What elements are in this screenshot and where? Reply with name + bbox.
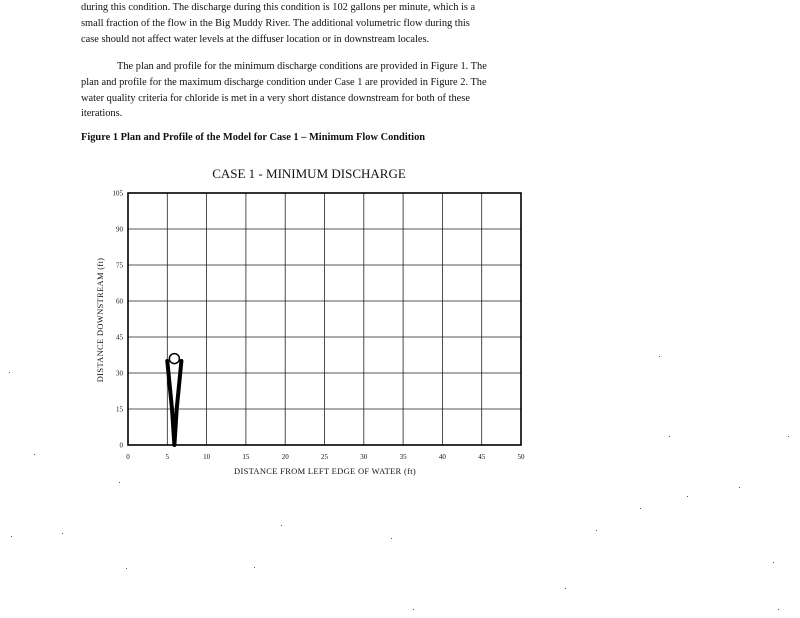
y-axis-label: DISTANCE DOWNSTREAM (ft) [95,257,105,383]
paragraph-line: plan and profile for the maximum discharge condition under Case 1 are provided in Figure 2. The [81,76,487,88]
paragraph-line: small fraction of the flow in the Big Muddy River. The additional volumetric flow during this [81,17,470,29]
scan-speck [391,538,392,539]
y-tick-label: 0 [119,441,123,450]
scan-speck [34,454,35,455]
y-tick-label: 45 [116,333,123,342]
x-tick-label: 25 [321,453,328,461]
paragraph-line: water quality criteria for chloride is met in a very short distance downstream for both of these [81,92,470,104]
scan-speck [9,372,10,373]
plume-end-marker [169,354,179,364]
paragraph-line: case should not affect water levels at the diffuser location or in downstream locales. [81,33,430,45]
y-tick-label: 90 [116,225,123,234]
scan-speck [687,496,688,497]
scan-speck [739,487,740,488]
figure-caption: Figure 1 Plan and Profile of the Model for Case 1 – Minimum Flow Condition [81,132,426,143]
chart-title: CASE 1 - MINIMUM DISCHARGE [212,166,406,181]
x-tick-label: 20 [281,453,289,461]
scan-speck [11,536,12,537]
scan-speck [640,508,641,509]
x-tick-label: 40 [438,453,446,461]
scan-speck [565,588,566,589]
paragraph-line: during this condition. The discharge during this condition is 102 gallons per minute, which is a [81,2,476,13]
paragraph-line: The plan and profile for the minimum discharge conditions are provided in Figure 1. The [117,61,487,72]
x-tick-label: 5 [165,453,170,461]
scan-speck [126,568,127,569]
y-tick-label: 75 [116,261,123,270]
scan-speck [669,436,670,437]
y-tick-label: 105 [112,189,123,198]
x-tick-label: 35 [399,453,407,461]
x-axis-label: DISTANCE FROM LEFT EDGE OF WATER (ft) [234,466,416,476]
scan-speck [778,609,779,610]
y-tick-label: 60 [116,297,123,306]
plume-series [167,354,181,445]
x-tick-label: 15 [242,453,250,461]
x-tick-label: 45 [478,453,486,461]
scan-speck [659,356,660,357]
scan-speck [119,482,120,483]
y-tick-label: 30 [116,369,123,378]
scan-speck [773,562,774,563]
plume-outline [167,361,181,445]
y-tick-label: 15 [116,405,123,414]
paragraph-line: iterations. [81,108,123,120]
x-tick-label: 10 [203,453,211,461]
scan-speck [596,530,597,531]
scan-speck [281,525,282,526]
scan-speck [254,567,255,568]
scan-speck [788,436,789,437]
x-tick-label: 50 [517,453,525,461]
x-tick-label: 0 [126,453,130,461]
scan-speck [413,609,414,610]
scan-speck [62,533,63,534]
chart-grid [128,193,521,445]
x-tick-label: 30 [360,453,368,461]
